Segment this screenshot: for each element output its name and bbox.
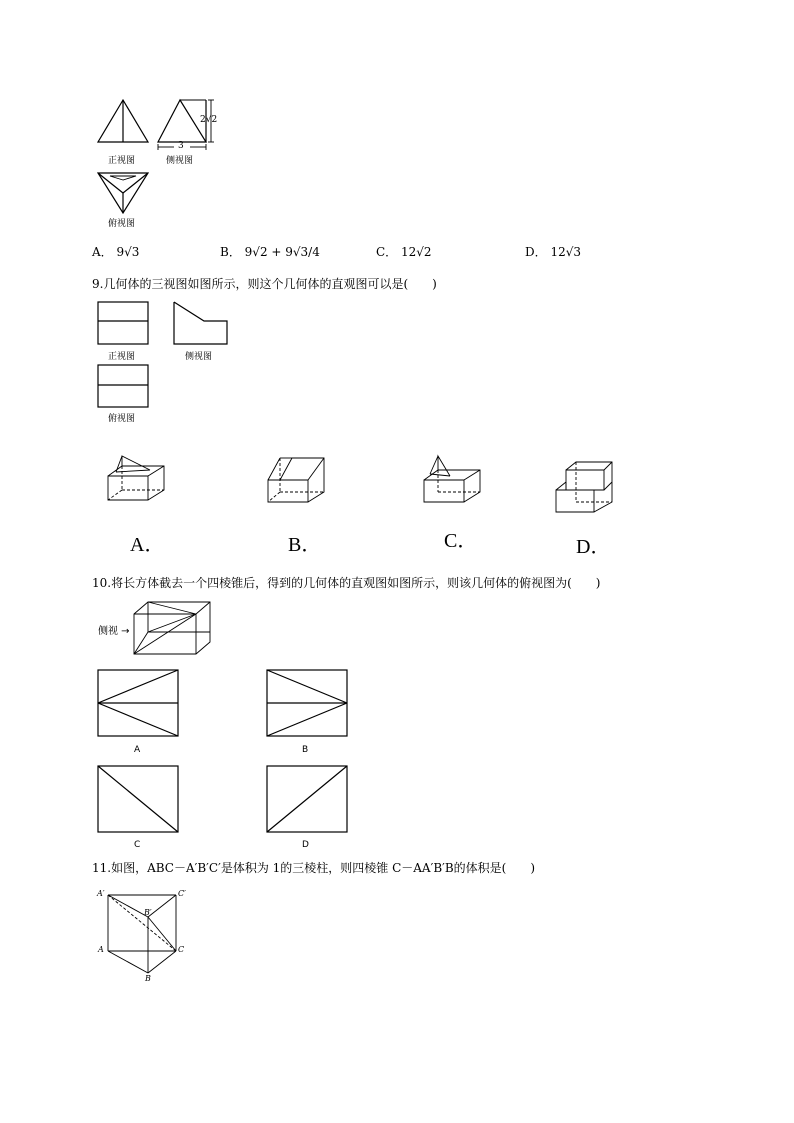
q8-option-c[interactable] [376,244,432,260]
q9-option-b-label[interactable]: B． [288,534,322,556]
q9-top-view-figure [98,365,150,409]
q8-option-b[interactable] [220,244,320,260]
option-value: 9√3 [116,245,140,259]
q10-solid-figure [130,602,214,658]
q8-dim-width: 3 [178,141,184,151]
option-value: 12√2 [401,245,432,259]
q8-front-view-figure [98,100,158,150]
q9-top-view-label: 俯视图 [108,414,136,424]
q8-side-view-figure [158,100,228,155]
q11-vertex-b: B [145,974,151,983]
q10-option-a-view[interactable] [98,670,180,740]
q9-front-view-figure [98,302,150,346]
q11-vertex-a1: A′ [97,889,105,898]
q10-option-c-view[interactable] [98,766,180,836]
q10-side-view-label: 侧视 → [98,626,130,637]
q8-top-view-figure [98,173,153,218]
q9-option-c-label[interactable]: C． [444,530,478,552]
q9-option-b-solid[interactable] [268,456,330,506]
q9-side-view-label: 侧视图 [185,352,213,362]
q8-side-view-label: 侧视图 [166,156,194,166]
q10-option-d-view[interactable] [267,766,349,836]
q10-option-d-label[interactable]: D [302,840,309,850]
q10-question-text: 10.将长方体截去一个四棱锥后，得到的几何体的直观图如图所示，则该几何体的俯视图为( ) [92,576,601,590]
q10-option-b-label[interactable]: B [302,745,309,755]
q9-question-text: 9.几何体的三视图如图所示，则这个几何体的直观图可以是( ) [92,277,437,291]
option-letter: B． [220,245,241,259]
q11-vertex-c: C [178,945,185,954]
q8-front-view-label: 正视图 [108,156,136,166]
q10-option-a-label[interactable]: A [134,745,141,755]
q9-option-c-solid[interactable] [424,456,486,506]
q10-option-b-view[interactable] [267,670,349,740]
q9-side-view-figure [174,302,230,346]
q9-front-view-label: 正视图 [108,352,136,362]
q11-vertex-b1: B′ [144,908,152,917]
option-value: 12√3 [550,245,582,259]
q9-option-a-solid[interactable] [108,456,170,506]
q9-option-d-solid[interactable] [556,462,616,514]
q8-option-d[interactable] [525,244,581,260]
option-value: 9√2 + 9√3/4 [244,245,320,259]
option-letter: D． [525,245,547,259]
q8-option-a[interactable] [92,244,139,260]
q8-top-view-label: 俯视图 [108,219,136,229]
q9-option-a-label[interactable]: A． [130,534,165,556]
q8-dim-height: 2√2 [200,115,218,125]
option-letter: C． [376,245,398,259]
q9-option-d-label[interactable]: D． [576,536,611,558]
option-letter: A． [92,245,113,259]
q11-question-text: 11.如图，ABC－A′B′C′是体积为 1的三棱柱，则四棱锥 C－AA′B′B的体积是( ) [92,861,536,875]
q11-vertex-a: A [98,945,104,954]
q11-vertex-c1: C′ [178,889,186,898]
q10-option-c-label[interactable]: C [134,840,141,850]
